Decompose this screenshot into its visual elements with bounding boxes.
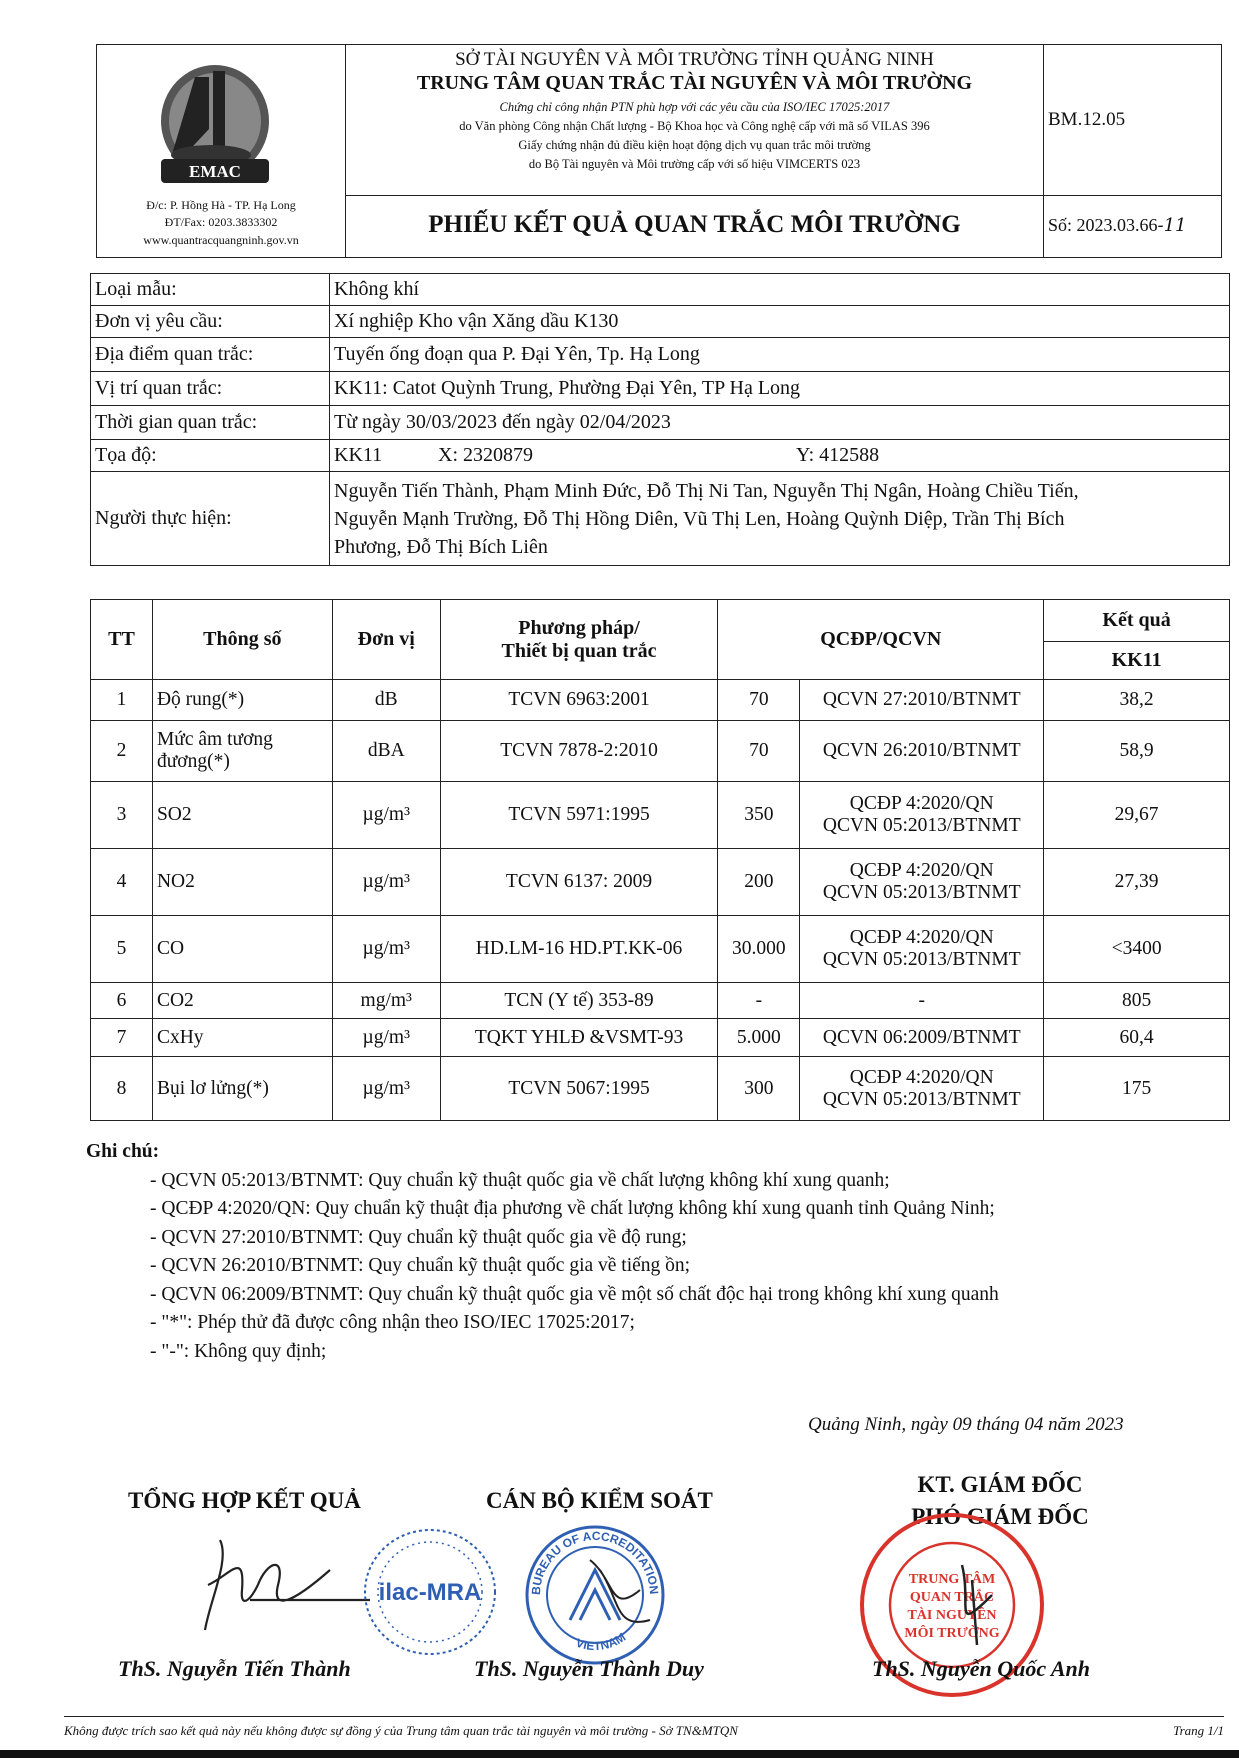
coords-station: KK11 [334, 444, 383, 466]
logo-text: EMAC [189, 162, 241, 181]
row-unit: µg/m³ [332, 916, 440, 983]
document-number: Số: 2023.03.66 [1048, 215, 1158, 235]
row-param: CO2 [152, 983, 332, 1019]
row-method: TCVN 5067:1995 [440, 1057, 718, 1121]
row-limit: 300 [718, 1057, 800, 1121]
standard-line-1: QCĐP 4:2020/QN [849, 793, 994, 814]
row-unit: dBA [332, 721, 440, 782]
cert-line-1: Chứng chỉ công nhận PTN phù hợp với các yêu cầu của ISO/IEC 17025:2017 [499, 100, 890, 114]
form-code: BM.12.05 [1048, 109, 1126, 130]
svg-text:VIETNAM [574, 1630, 628, 1653]
director-name: ThS. Nguyễn Quốc Anh [872, 1656, 1091, 1681]
header-website: www.quantracquangninh.gov.vn [143, 233, 299, 247]
info-value: Từ ngày 30/03/2023 đến ngày 02/04/2023 [330, 406, 1230, 440]
row-limit: - [718, 983, 800, 1019]
note-line: - "-": Không quy định; [150, 1340, 327, 1362]
coords-x: X: 2320879 [438, 444, 533, 466]
info-row-requester [91, 306, 1230, 338]
note-line: - QCĐP 4:2020/QN: Quy chuẩn kỹ thuật địa phương về chất lượng không khí xung quanh tỉnh Quảng Ninh; [150, 1198, 995, 1219]
document-header [96, 44, 1222, 258]
header-phone: ĐT/Fax: 0203.3833302 [164, 215, 278, 229]
info-label: Địa điểm quan trắc: [91, 338, 330, 372]
table-row [91, 1057, 1230, 1121]
col-header-param: Thông số [152, 600, 332, 680]
table-row [91, 983, 1230, 1019]
standard-line-1: QCVN 26:2010/BTNMT [822, 740, 1021, 761]
row-index: 1 [91, 680, 153, 721]
row-index: 5 [91, 916, 153, 983]
compiler-signature [190, 1530, 380, 1640]
row-method: HD.LM-16 HD.PT.KK-06 [440, 916, 718, 983]
row-param: Độ rung(*) [152, 680, 332, 721]
row-unit: µg/m³ [332, 1057, 440, 1121]
row-param: Bụi lơ lửng(*) [152, 1057, 332, 1121]
row-value: 38,2 [1044, 680, 1230, 721]
row-param: NO2 [152, 849, 332, 916]
note-line: - QCVN 06:2009/BTNMT: Quy chuẩn kỹ thuật quốc gia về một số chất độc hại trong không khí xung quanh [150, 1283, 999, 1305]
row-value: <3400 [1044, 916, 1230, 983]
standard-line-1: QCVN 27:2010/BTNMT [822, 689, 1021, 710]
info-row-position [91, 372, 1230, 406]
row-method: TCVN 6137: 2009 [440, 849, 718, 916]
table-row [91, 849, 1230, 916]
notes-section [86, 1138, 1236, 1366]
bottom-scan-edge [0, 1750, 1239, 1758]
accreditation-stamp [520, 1520, 670, 1670]
staff-line: Phương, Đỗ Thị Bích Liên [334, 535, 548, 558]
table-row [91, 1019, 1230, 1057]
director-title-2: PHÓ GIÁM ĐỐC [911, 1504, 1089, 1529]
row-index: 3 [91, 782, 153, 849]
controller-title: CÁN BỘ KIỂM SOÁT [486, 1488, 713, 1513]
row-standard [800, 916, 1044, 983]
method-header-line-1: Phương pháp/ [518, 616, 640, 639]
header-address: Đ/c: P. Hồng Hà - TP. Hạ Long [146, 198, 296, 212]
cert-line-3: Giấy chứng nhận đủ điều kiện hoạt động dịch vụ quan trắc môi trường [518, 138, 871, 152]
row-limit: 30.000 [718, 916, 800, 983]
row-value: 60,4 [1044, 1019, 1230, 1057]
document-title: PHIẾU KẾT QUẢ QUAN TRẮC MÔI TRƯỜNG [428, 211, 961, 238]
col-header-method [440, 600, 718, 680]
row-standard [800, 721, 1044, 782]
row-method: TCVN 7878-2:2010 [440, 721, 718, 782]
cert-line-4: do Bộ Tài nguyên và Môi trường cấp với số hiệu VIMCERTS 023 [528, 157, 861, 171]
row-standard [800, 680, 1044, 721]
row-value: 175 [1044, 1057, 1230, 1121]
table-row [91, 680, 1230, 721]
note-line: - QCVN 05:2013/BTNMT: Quy chuẩn kỹ thuật quốc gia về chất lượng không khí xung quanh; [150, 1169, 890, 1191]
info-label: Đơn vị yêu cầu: [91, 306, 330, 338]
row-limit: 70 [718, 721, 800, 782]
row-index: 2 [91, 721, 153, 782]
accreditation-text-bottom: VIETNAM [574, 1629, 629, 1654]
row-value: 58,9 [1044, 721, 1230, 782]
row-value: 805 [1044, 983, 1230, 1019]
info-row-time [91, 406, 1230, 440]
row-param: Mức âm tương đương(*) [152, 721, 332, 782]
table-row [91, 782, 1230, 849]
note-line: - "*": Phép thử đã được công nhận theo ISO/IEC 17025:2017; [150, 1312, 635, 1333]
department-name: SỞ TÀI NGUYÊN VÀ MÔI TRƯỜNG TỈNH QUẢNG NINH [455, 49, 934, 70]
col-header-standard: QCĐP/QCVN [718, 600, 1044, 680]
ilac-text: ilac-MRA [378, 1579, 482, 1606]
col-header-tt: TT [91, 600, 153, 680]
info-label: Loại mẫu: [91, 274, 330, 306]
accreditation-text-top: BUREAU OF ACCREDITATION [528, 1528, 662, 1596]
standard-line-2: QCVN 05:2013/BTNMT [822, 949, 1021, 970]
row-value: 29,67 [1044, 782, 1230, 849]
page-number: Trang 1/1 [1173, 1723, 1224, 1738]
row-param: SO2 [152, 782, 332, 849]
row-index: 6 [91, 983, 153, 1019]
results-table [90, 599, 1230, 1121]
row-limit: 350 [718, 782, 800, 849]
note-line: - QCVN 26:2010/BTNMT: Quy chuẩn kỹ thuật quốc gia về tiếng ồn; [150, 1255, 691, 1276]
standard-line-1: - [918, 989, 925, 1011]
row-unit: µg/m³ [332, 1019, 440, 1057]
info-row-staff [91, 472, 1230, 566]
row-standard [800, 782, 1044, 849]
header-left-panel [97, 45, 346, 257]
info-value: Không khí [330, 274, 1230, 306]
compiler-name: ThS. Nguyễn Tiến Thành [118, 1656, 351, 1681]
standard-line-1: QCĐP 4:2020/QN [849, 860, 994, 881]
row-unit: dB [332, 680, 440, 721]
page-footer [64, 1716, 1224, 1739]
ilac-mra-stamp [355, 1522, 505, 1662]
row-method: TCVN 6963:2001 [440, 680, 718, 721]
col-header-station: KK11 [1044, 642, 1230, 680]
director-title-1: KT. GIÁM ĐỐC [917, 1472, 1083, 1497]
date-line: Quảng Ninh, ngày 09 tháng 04 năm 2023 [808, 1414, 1124, 1435]
info-row-location [91, 338, 1230, 372]
info-label: Vị trí quan trắc: [91, 372, 330, 406]
row-method: TCN (Y tế) 353-89 [440, 983, 718, 1019]
row-unit: µg/m³ [332, 849, 440, 916]
note-line: - QCVN 27:2010/BTNMT: Quy chuẩn kỹ thuật quốc gia về độ rung; [150, 1226, 687, 1248]
info-value: Tuyến ống đoạn qua P. Đại Yên, Tp. Hạ Long [330, 338, 1230, 372]
info-row-coordinates [91, 440, 1230, 472]
row-limit: 70 [718, 680, 800, 721]
seal-text: TRUNG TÂM QUAN TRẮC TÀI NGUYÊN MÔI TRƯỜNG [904, 1572, 1000, 1641]
cert-line-2: do Văn phòng Công nhận Chất lượng - Bộ Khoa học và Công nghệ cấp với mã số VILAS 396 [459, 119, 930, 133]
notes-title: Ghi chú: [86, 1141, 160, 1162]
row-limit: 200 [718, 849, 800, 916]
document-number-handwritten: -11 [1157, 215, 1187, 236]
col-header-result: Kết quả [1044, 600, 1230, 642]
controller-name: ThS. Nguyễn Thành Duy [474, 1656, 704, 1681]
standard-line-2: QCVN 05:2013/BTNMT [822, 1088, 1021, 1110]
method-header-line-2: Thiết bị quan trắc [501, 639, 657, 662]
table-row [91, 916, 1230, 983]
center-name: TRUNG TÂM QUAN TRẮC TÀI NGUYÊN VÀ MÔI TRƯỜNG [416, 72, 973, 94]
info-value: Xí nghiệp Kho vận Xăng dầu K130 [330, 306, 1230, 338]
sample-info-table [90, 273, 1230, 566]
coords-y: Y: 412588 [796, 444, 880, 466]
row-index: 7 [91, 1019, 153, 1057]
info-row-sample-type [91, 274, 1230, 306]
header-right-panel [1044, 45, 1221, 257]
row-standard [800, 849, 1044, 916]
table-row [91, 721, 1230, 782]
info-label: Thời gian quan trắc: [91, 406, 330, 440]
standard-line-2: QCVN 05:2013/BTNMT [822, 815, 1021, 836]
footer-notice: Không được trích sao kết quả này nếu không được sự đồng ý của Trung tâm quan trắc tài nguyên và môi trường - Sở TN&MTQN [64, 1723, 738, 1738]
row-method: TQKT YHLĐ &VSMT-93 [440, 1019, 718, 1057]
row-limit: 5.000 [718, 1019, 800, 1057]
row-index: 4 [91, 849, 153, 916]
row-unit: µg/m³ [332, 782, 440, 849]
staff-line: Nguyễn Mạnh Trường, Đỗ Thị Hồng Diên, Vũ Thị Len, Hoàng Quỳnh Diệp, Trần Thị Bích [334, 507, 1065, 530]
standard-line-2: QCVN 05:2013/BTNMT [822, 882, 1021, 903]
row-param: CO [152, 916, 332, 983]
standard-line-1: QCVN 06:2009/BTNMT [822, 1026, 1021, 1048]
standard-line-1: QCĐP 4:2020/QN [849, 1066, 994, 1088]
header-middle-panel [346, 45, 1044, 257]
staff-line: Nguyễn Tiến Thành, Phạm Minh Đức, Đỗ Thị Ni Tan, Nguyễn Thị Ngân, Hoàng Chiều Tiến, [334, 479, 1079, 502]
compiler-title: TỔNG HỢP KẾT QUẢ [128, 1488, 361, 1513]
row-index: 8 [91, 1057, 153, 1121]
row-standard [800, 1057, 1044, 1121]
row-value: 27,39 [1044, 849, 1230, 916]
info-label: Người thực hiện: [91, 472, 330, 566]
row-unit: mg/m³ [332, 983, 440, 1019]
row-standard [800, 983, 1044, 1019]
row-param: CxHy [152, 1019, 332, 1057]
row-method: TCVN 5971:1995 [440, 782, 718, 849]
standard-line-1: QCĐP 4:2020/QN [849, 927, 994, 948]
results-header-row [91, 600, 1230, 642]
info-value: KK11: Catot Quỳnh Trung, Phường Đại Yên, TP Hạ Long [330, 372, 1230, 406]
col-header-unit: Đơn vị [332, 600, 440, 680]
info-label: Tọa độ: [91, 440, 330, 472]
row-standard [800, 1019, 1044, 1057]
emac-logo [151, 59, 279, 191]
